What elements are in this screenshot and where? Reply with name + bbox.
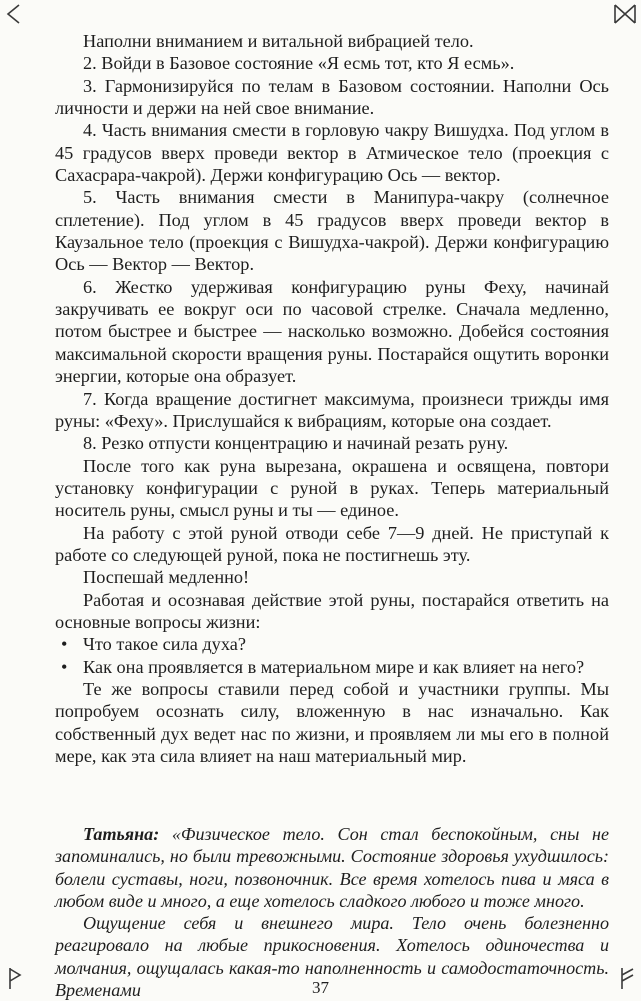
rune-dagaz-icon [612,2,638,26]
paragraph: Поспешай медленно! [83,567,250,588]
paragraph: 3. Гармонизируйся по телам в Базовом состоянии. Наполни Ось личности и держи на ней свое внимание. [55,75,609,119]
paragraph: 8. Резко отпусти концентрацию и начинай резать руну. [83,433,509,454]
bullet-item [55,633,609,655]
quote-text: «Физическое тело. Сон стал беспокойным, сны не запоминались, но были тревожными. Состояние здоровья ухудшилось: болели суставы, ноги, позвоночник. Все время хотелось пива и мяса в любом виде и много, а еще хотелось сладкого любого и тоже много. [55,824,609,911]
paragraph: Наполни вниманием и витальной вибрацией тело. [83,31,474,51]
page-number: 37 [312,978,329,997]
rune-kenaz-icon [2,2,26,26]
paragraph: После того как руна вырезана, окрашена и освящена, повтори установку конфигурации с руной в руках. Теперь материальный носитель руны, смысл руны и ты — единое. [55,455,609,521]
paragraph: 5. Часть внимания смести в Манипура-чакру (солнечное сплетение). Под углом в 45 градусов вверх проведи вектор в Каузальное тело (проекция с Вишудха-чакрой). Держи конфигурацию Ось — Вектор — Вектор. [55,187,609,275]
speaker-name: Татьяна: [83,824,160,844]
main-text [55,30,609,767]
quote-paragraph [55,823,609,912]
paragraph: Работая и осознавая действие этой руны, постарайся ответить на основные вопросы жизни: [55,589,609,632]
paragraph: 7. Когда вращение достигнет максимума, произнеси трижды имя руны: «Феху». Прислушайся к вибрациям, которые она создает. [55,388,609,431]
quote-paragraph: Ощущение себя и внешнего мира. Тело очень болезненно реагировало на любые прикосновения. Хотелось одиночества и молчания, ощущалась какая-то наполненность и самодостаточность. Временами [55,913,609,1001]
paragraph: 6. Жестко удерживая конфигурацию руны Феху, начинай закручивать ее вокруг оси по часовой стрелке. Сначала медленно, потом быстрее и быстрее — насколько возможно. Добейся состояния максимальной скорости вращения руны. Постарайся ощутить воронки энергии, которые она образует. [55,276,609,387]
bullet-item [55,656,609,678]
bullet-text: Что такое сила духа? [83,634,246,655]
paragraph: 2. Войди в Базовое состояние «Я есмь тот, кто Я есмь». [83,53,515,74]
bullet-marker: • [61,634,68,655]
paragraph: На работу с этой руной отводи себе 7—9 дней. Не приступай к работе со следующей руной, пока не постигнешь эту. [55,522,609,565]
paragraph: Те же вопросы ставили перед собой и участники группы. Мы попробуем осознать силу, вложенную в нас изначально. Как собственный дух ведет нас по жизни, и проявляем ли мы его в полной мере, как эта сила влияет на наш материальный мир. [55,678,609,766]
bullet-marker: • [61,656,68,677]
quote-block [55,823,609,1001]
bullet-text: Как она проявляется в материальном мире и как влияет на него? [83,656,585,677]
paragraph: 4. Часть внимания смести в горловую чакру Вишудха. Под углом в 45 градусов вверх проведи вектор в Атмическое тело (проекция с Сахасрара-чакрой). Держи конфигурацию Ось — вектор. [55,120,609,186]
